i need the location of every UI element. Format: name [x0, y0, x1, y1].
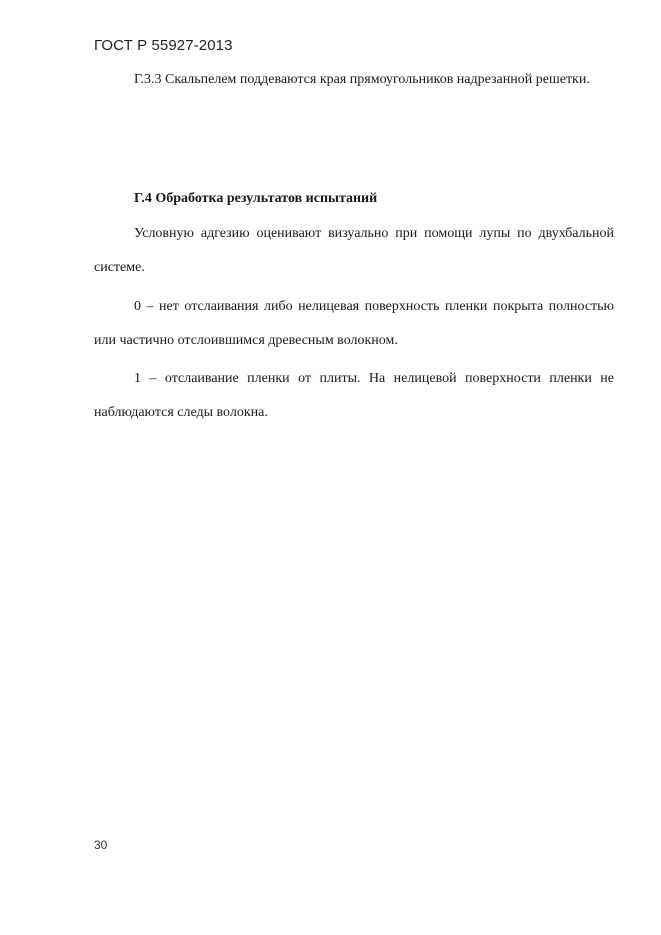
page-number: 30 [94, 838, 108, 852]
document-standard-title: ГОСТ Р 55927-2013 [94, 37, 233, 54]
paragraph-score-0: 0 – нет отслаивания либо нелицевая поверхность пленки покрыта полностью или частично отслоившимся древесным волокном. [94, 299, 614, 348]
paragraph-g-3-3: Г.3.3 Скальпелем поддеваются края прямоугольников надрезанной решетки. [134, 72, 590, 87]
paragraph-adhesion-intro: Условную адгезию оценивают визуально при помощи лупы по двухбальной системе. [94, 226, 614, 275]
section-heading-g-4: Г.4 Обработка результатов испытаний [134, 191, 378, 206]
paragraph-score-1: 1 – отслаивание пленки от плиты. На нелицевой поверхности пленки не наблюдаются следы волокна. [94, 371, 614, 420]
